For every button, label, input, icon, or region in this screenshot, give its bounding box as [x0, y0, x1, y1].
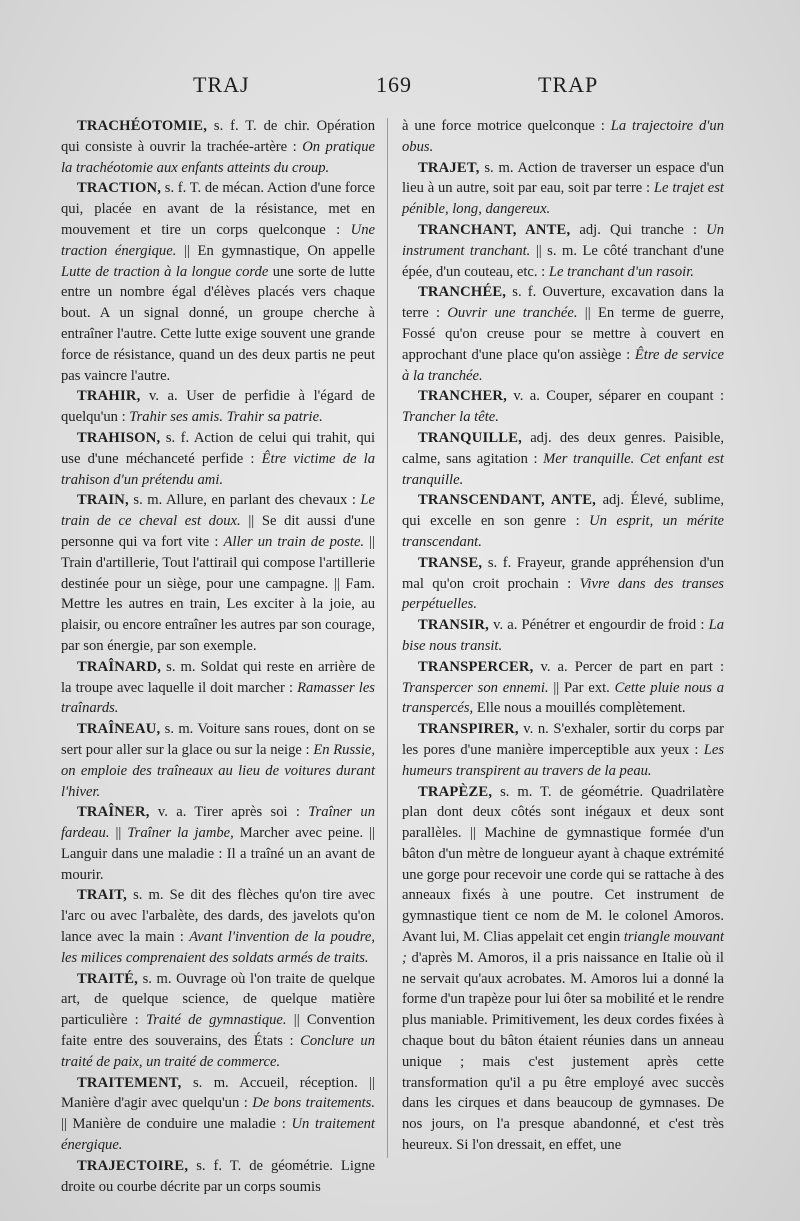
- page-number: 169: [376, 72, 412, 97]
- entry-headword: TRAHIR,: [77, 388, 141, 405]
- dictionary-entry: [402, 220, 724, 282]
- entry-continuation: d'après M. Amoros, il a pris naissance en Italie où il ne servait qu'aux acrobates. M. Amoros lui a donné la forme d'un trapèze pour lui ôter sa mobilité et le rendre plus maniable. Primitivement, les deux cordes fixées à chaque bout du bâton étaient réunies dans un anneau unique ; mais c'est justement après cette transformation qu'il a pu être employé avec succès dans les cirques et dans beaucoup de gymnases. De nos jours, on l'a presque abandonné, et c'est très heureux. Si l'on dressait, en effet, une: [402, 949, 724, 1154]
- entry-example: La bise nous transit.: [402, 617, 725, 654]
- entry-headword: TRANCHER,: [418, 388, 507, 405]
- entry-example: triangle mouvant ;: [402, 929, 725, 966]
- entry-example: Traité de gymnastique.: [146, 1012, 287, 1029]
- entry-grammar: s. f. T. de chir.: [207, 118, 310, 134]
- entry-grammar: s. f. T. de mécan.: [161, 180, 265, 197]
- entry-example: Un traitement énergique.: [61, 1116, 375, 1154]
- entry-headword: TRANSCENDANT, ANTE,: [418, 492, 596, 509]
- dictionary-entry: [61, 657, 375, 719]
- entry-continuation: Marcher avec peine. || Languir dans une maladie : Il a traîné un an avant de mourir.: [61, 825, 376, 883]
- entry-headword: TRAJECTOIRE,: [77, 1157, 189, 1174]
- entry-continuation: || Train d'artillerie, Tout l'attirail qui compose l'artillerie destinée pour un siège, pour une campagne. || Fam. Mettre les autres en train, Les exciter à la joie, au plaisir, ou encore entraîner les autres par son courage, par son énergie, par son exemple.: [61, 533, 375, 654]
- entry-grammar: s. m.: [479, 159, 514, 176]
- entry-definition: à une force motrice quelconque :: [402, 118, 611, 134]
- dictionary-entry: [61, 386, 375, 428]
- entry-continuation: || En terme de guerre, Fossé qu'on creuse pour se mettre à couvert en approchant d'une place qu'on assiège :: [402, 305, 724, 363]
- entry-definition: Couper, séparer en coupant :: [539, 388, 725, 405]
- entry-definition: Pénétrer et engourdir de froid :: [517, 617, 709, 634]
- entry-example: Trancher la tête.: [402, 409, 499, 426]
- entry-definition: Ouvrage où l'on traite de quelque art, de quelque science, de quelque matière particulière :: [61, 970, 375, 1029]
- entry-definition: Ligne droite ou courbe décrite par un corps soumis: [61, 1157, 375, 1195]
- entry-continuation: || s. m. Le côté tranchant d'une épée, d'un couteau, etc. :: [402, 242, 725, 280]
- entry-example: Les humeurs transpirent au travers de la peau.: [402, 741, 724, 779]
- entry-headword: TRANSPERCER,: [418, 658, 534, 675]
- entry-grammar: s. m.: [160, 721, 194, 738]
- entry-example: Cette pluie nous a transpercés,: [402, 679, 724, 717]
- entry-example: Transpercer son ennemi.: [402, 679, 549, 696]
- entry-example: En Russie, on emploie des traîneaux au lieu de voitures durant l'hiver.: [61, 741, 375, 800]
- entry-headword: TRAIN,: [77, 492, 129, 509]
- right-column: [402, 116, 724, 1166]
- dictionary-entry: [402, 282, 724, 386]
- entry-definition: Soldat qui reste en arrière de la troupe avec laquelle il doit marcher :: [61, 658, 376, 696]
- dictionary-entry: [402, 490, 724, 552]
- entry-continuation: ||: [109, 825, 128, 842]
- dictionary-entry: [402, 553, 724, 615]
- dictionary-entry: [61, 1156, 375, 1198]
- entry-grammar: s. m.: [181, 1074, 229, 1091]
- entry-example: Vivre dans des transes perpétuelles.: [402, 575, 724, 613]
- entry-grammar: v. a.: [506, 388, 540, 405]
- entry-headword: TRAÎNARD,: [77, 658, 162, 675]
- entry-example: Un instrument tranchant.: [402, 221, 724, 259]
- entry-continuation: Elle nous a mouillés complètement.: [473, 700, 686, 717]
- header-left-guide-word: TRAJ: [193, 72, 250, 97]
- entry-definition: Élevé, sublime, qui excelle en son genre :: [402, 492, 724, 530]
- entry-grammar: adj.: [521, 429, 552, 446]
- entry-definition: Action de celui qui trahit, qui use d'une méchanceté perfide :: [61, 429, 375, 467]
- entry-headword: TRAITÉ,: [77, 970, 139, 987]
- entry-definition: Action d'une force qui, placée en avant de la résistance, met en mouvement et tire un corps quelconque :: [61, 180, 375, 238]
- entry-grammar: s. m.: [161, 658, 196, 675]
- entry-definition: Qui tranche :: [600, 221, 707, 238]
- entry-example: Trahir ses amis. Trahir sa patrie.: [129, 409, 323, 426]
- entry-headword: TRACTION,: [77, 180, 162, 197]
- entry-grammar: s. m.: [138, 970, 172, 987]
- entry-continuation: || Par ext.: [548, 679, 615, 696]
- entry-grammar: s. f. T. de géométrie.: [188, 1157, 333, 1174]
- entry-definition: User de perfidie à l'égard de quelqu'un :: [61, 388, 375, 426]
- entry-headword: TRAÎNEAU,: [77, 721, 161, 738]
- entry-grammar: adj.: [570, 221, 601, 238]
- entry-grammar: v. a.: [533, 658, 568, 675]
- entry-grammar: adj.: [595, 492, 625, 509]
- entry-definition: Allure, en parlant des chevaux :: [162, 492, 361, 509]
- entry-headword: TRANCHÉE,: [418, 284, 507, 301]
- dictionary-entry: [61, 178, 375, 386]
- entry-continuation: || Manière de conduire une maladie :: [61, 1116, 292, 1133]
- entry-grammar: s. f.: [160, 429, 190, 446]
- entry-grammar: s. f.: [482, 554, 512, 571]
- dictionary-entry: [402, 386, 724, 428]
- entry-headword: TRANQUILLE,: [418, 429, 522, 446]
- entry-headword: TRANSPIRER,: [418, 721, 519, 738]
- entry-example: Ouvrir une tranchée.: [447, 305, 578, 322]
- entry-example: La trajectoire d'un obus.: [402, 118, 724, 155]
- entry-example: Une traction énergique.: [61, 221, 375, 259]
- dictionary-entry: [61, 428, 375, 490]
- dictionary-entry: [402, 158, 724, 220]
- dictionary-entry: [61, 802, 375, 885]
- entry-continuation: || Convention faite entre des souverains, des États :: [61, 1012, 375, 1050]
- entry-grammar: v. n.: [518, 721, 549, 738]
- entry-example: Un esprit, un mérite transcendant.: [402, 513, 724, 550]
- entry-example: Mer tranquille. Cet enfant est tranquille.: [402, 450, 724, 488]
- entry-definition: S'exhaler, sortir du corps par les pores d'une manière imperceptible aux yeux :: [402, 721, 724, 758]
- entry-example: Traîner la jambe,: [127, 825, 234, 842]
- entry-headword: TRANSIR,: [418, 617, 489, 634]
- entry-headword: TRAHISON,: [77, 429, 161, 446]
- entry-definition: Ouverture, excavation dans la terre :: [402, 284, 725, 322]
- entry-grammar: s. m. T. de géométrie.: [492, 783, 644, 800]
- entry-headword: TRAJET,: [418, 159, 480, 176]
- entry-definition: Quadrilatère plan dont deux côtés sont inégaux et deux sont parallèles. || Machine de gymnastique formée d'un bâton d'un mètre de longueur ayant à chaque extrémité une gorge pour recevoir une corde qui se rattache à des anneaux fixés à une poutre. Cet instrument de gymnastique tient ce nom de M. le colonel Amoros. Avant lui, M. Clias appelait cet engin: [402, 783, 724, 946]
- entry-headword: TRAITEMENT,: [77, 1074, 182, 1091]
- entry-headword: TRACHÉOTOMIE,: [77, 118, 208, 134]
- left-column: [61, 116, 376, 1195]
- entry-headword: TRANCHANT, ANTE,: [418, 221, 571, 238]
- entry-headword: TRAIT,: [77, 887, 127, 904]
- entry-headword: TRAÎNER,: [77, 804, 150, 821]
- entry-grammar: s. f.: [506, 284, 537, 301]
- entry-example: De bons traitements.: [252, 1095, 375, 1112]
- entry-definition: Percer de part en part :: [567, 658, 725, 675]
- entry-example: Être de service à la tranchée.: [402, 346, 724, 384]
- dictionary-entry: [61, 490, 375, 656]
- entry-headword: TRANSE,: [418, 554, 483, 571]
- entry-grammar: v. a.: [488, 617, 518, 634]
- entry-definition: Se dit des flèches qu'on tire avec l'arc ou avec l'arbalète, des dards, des javelots qu'on lance avec la main :: [61, 887, 375, 946]
- dictionary-entry: [61, 116, 375, 178]
- dictionary-entry: [402, 116, 724, 158]
- entry-grammar: s. m.: [128, 492, 163, 509]
- entry-example: Être victime de la trahison d'un prétendu ami.: [61, 450, 375, 488]
- dictionary-entry: [402, 615, 724, 657]
- entry-continuation: || Se dit aussi d'une personne qui va fort vite :: [61, 513, 375, 550]
- entry-grammar: v. a.: [149, 804, 187, 821]
- entry-definition: Action de traverser un espace d'un lieu à un autre, soit par eau, soit par terre :: [402, 159, 725, 197]
- entry-example: On pratique la trachéotomie aux enfants atteints du croup.: [61, 138, 375, 176]
- entry-definition: Frayeur, grande appréhension d'un mal qu'on croit prochain :: [402, 554, 725, 592]
- dictionary-entry: [402, 657, 724, 719]
- entry-continuation: une sorte de lutte entre un nombre égal d'élèves placés vers chaque bout. A un signal donné, un groupe cherche à entraîner l'autre. Cette lutte exige souvent une grande force de résistance, quand un des deux partis ne peut pas vaincre l'autre.: [61, 263, 375, 384]
- entry-definition: Voiture sans roues, dont on se sert pour aller sur la glace ou sur la neige :: [61, 721, 375, 758]
- entry-definition: Tirer après soi :: [186, 804, 309, 821]
- entry-grammar: s. m.: [127, 887, 164, 904]
- header-right-guide-word: TRAP: [538, 72, 599, 97]
- dictionary-entry: [61, 969, 375, 1073]
- entry-grammar: v. a.: [140, 388, 178, 405]
- entry-example: Avant l'invention de la poudre, les milices comprenaient des soldats armés de traits.: [61, 929, 375, 966]
- entry-continuation: || En gymnastique, On appelle: [176, 242, 375, 259]
- dictionary-entry: [61, 1073, 375, 1156]
- entry-example: Traîner un fardeau.: [61, 804, 376, 842]
- entry-example: Aller un train de poste.: [223, 533, 365, 550]
- entry-headword: TRAPÈZE,: [418, 783, 493, 800]
- dictionary-entry: [61, 885, 375, 968]
- entry-example: Le trajet est pénible, long, dangereux.: [402, 180, 724, 218]
- dictionary-entry: [61, 719, 375, 802]
- entry-example: Le train de ce cheval est doux.: [61, 492, 375, 530]
- entry-example: Le tranchant d'un rasoir.: [548, 263, 694, 280]
- entry-definition: Accueil, réception. || Manière d'agir avec quelqu'un :: [61, 1074, 375, 1112]
- entry-definition: des deux genres. Paisible, calme, sans agitation :: [402, 429, 724, 467]
- column-divider: [387, 118, 388, 1158]
- dictionary-entry: [402, 428, 724, 490]
- entry-definition: Opération qui consiste à ouvrir la trachée-artère :: [61, 118, 375, 155]
- running-header: [60, 72, 760, 106]
- entry-example: Ramasser les traînards.: [61, 679, 375, 717]
- entry-example: Lutte de traction à la longue corde: [61, 263, 269, 280]
- entry-example: Conclure un traité de paix, un traité de commerce.: [61, 1033, 375, 1070]
- dictionary-entry: [402, 782, 724, 1156]
- dictionary-entry: [402, 719, 724, 781]
